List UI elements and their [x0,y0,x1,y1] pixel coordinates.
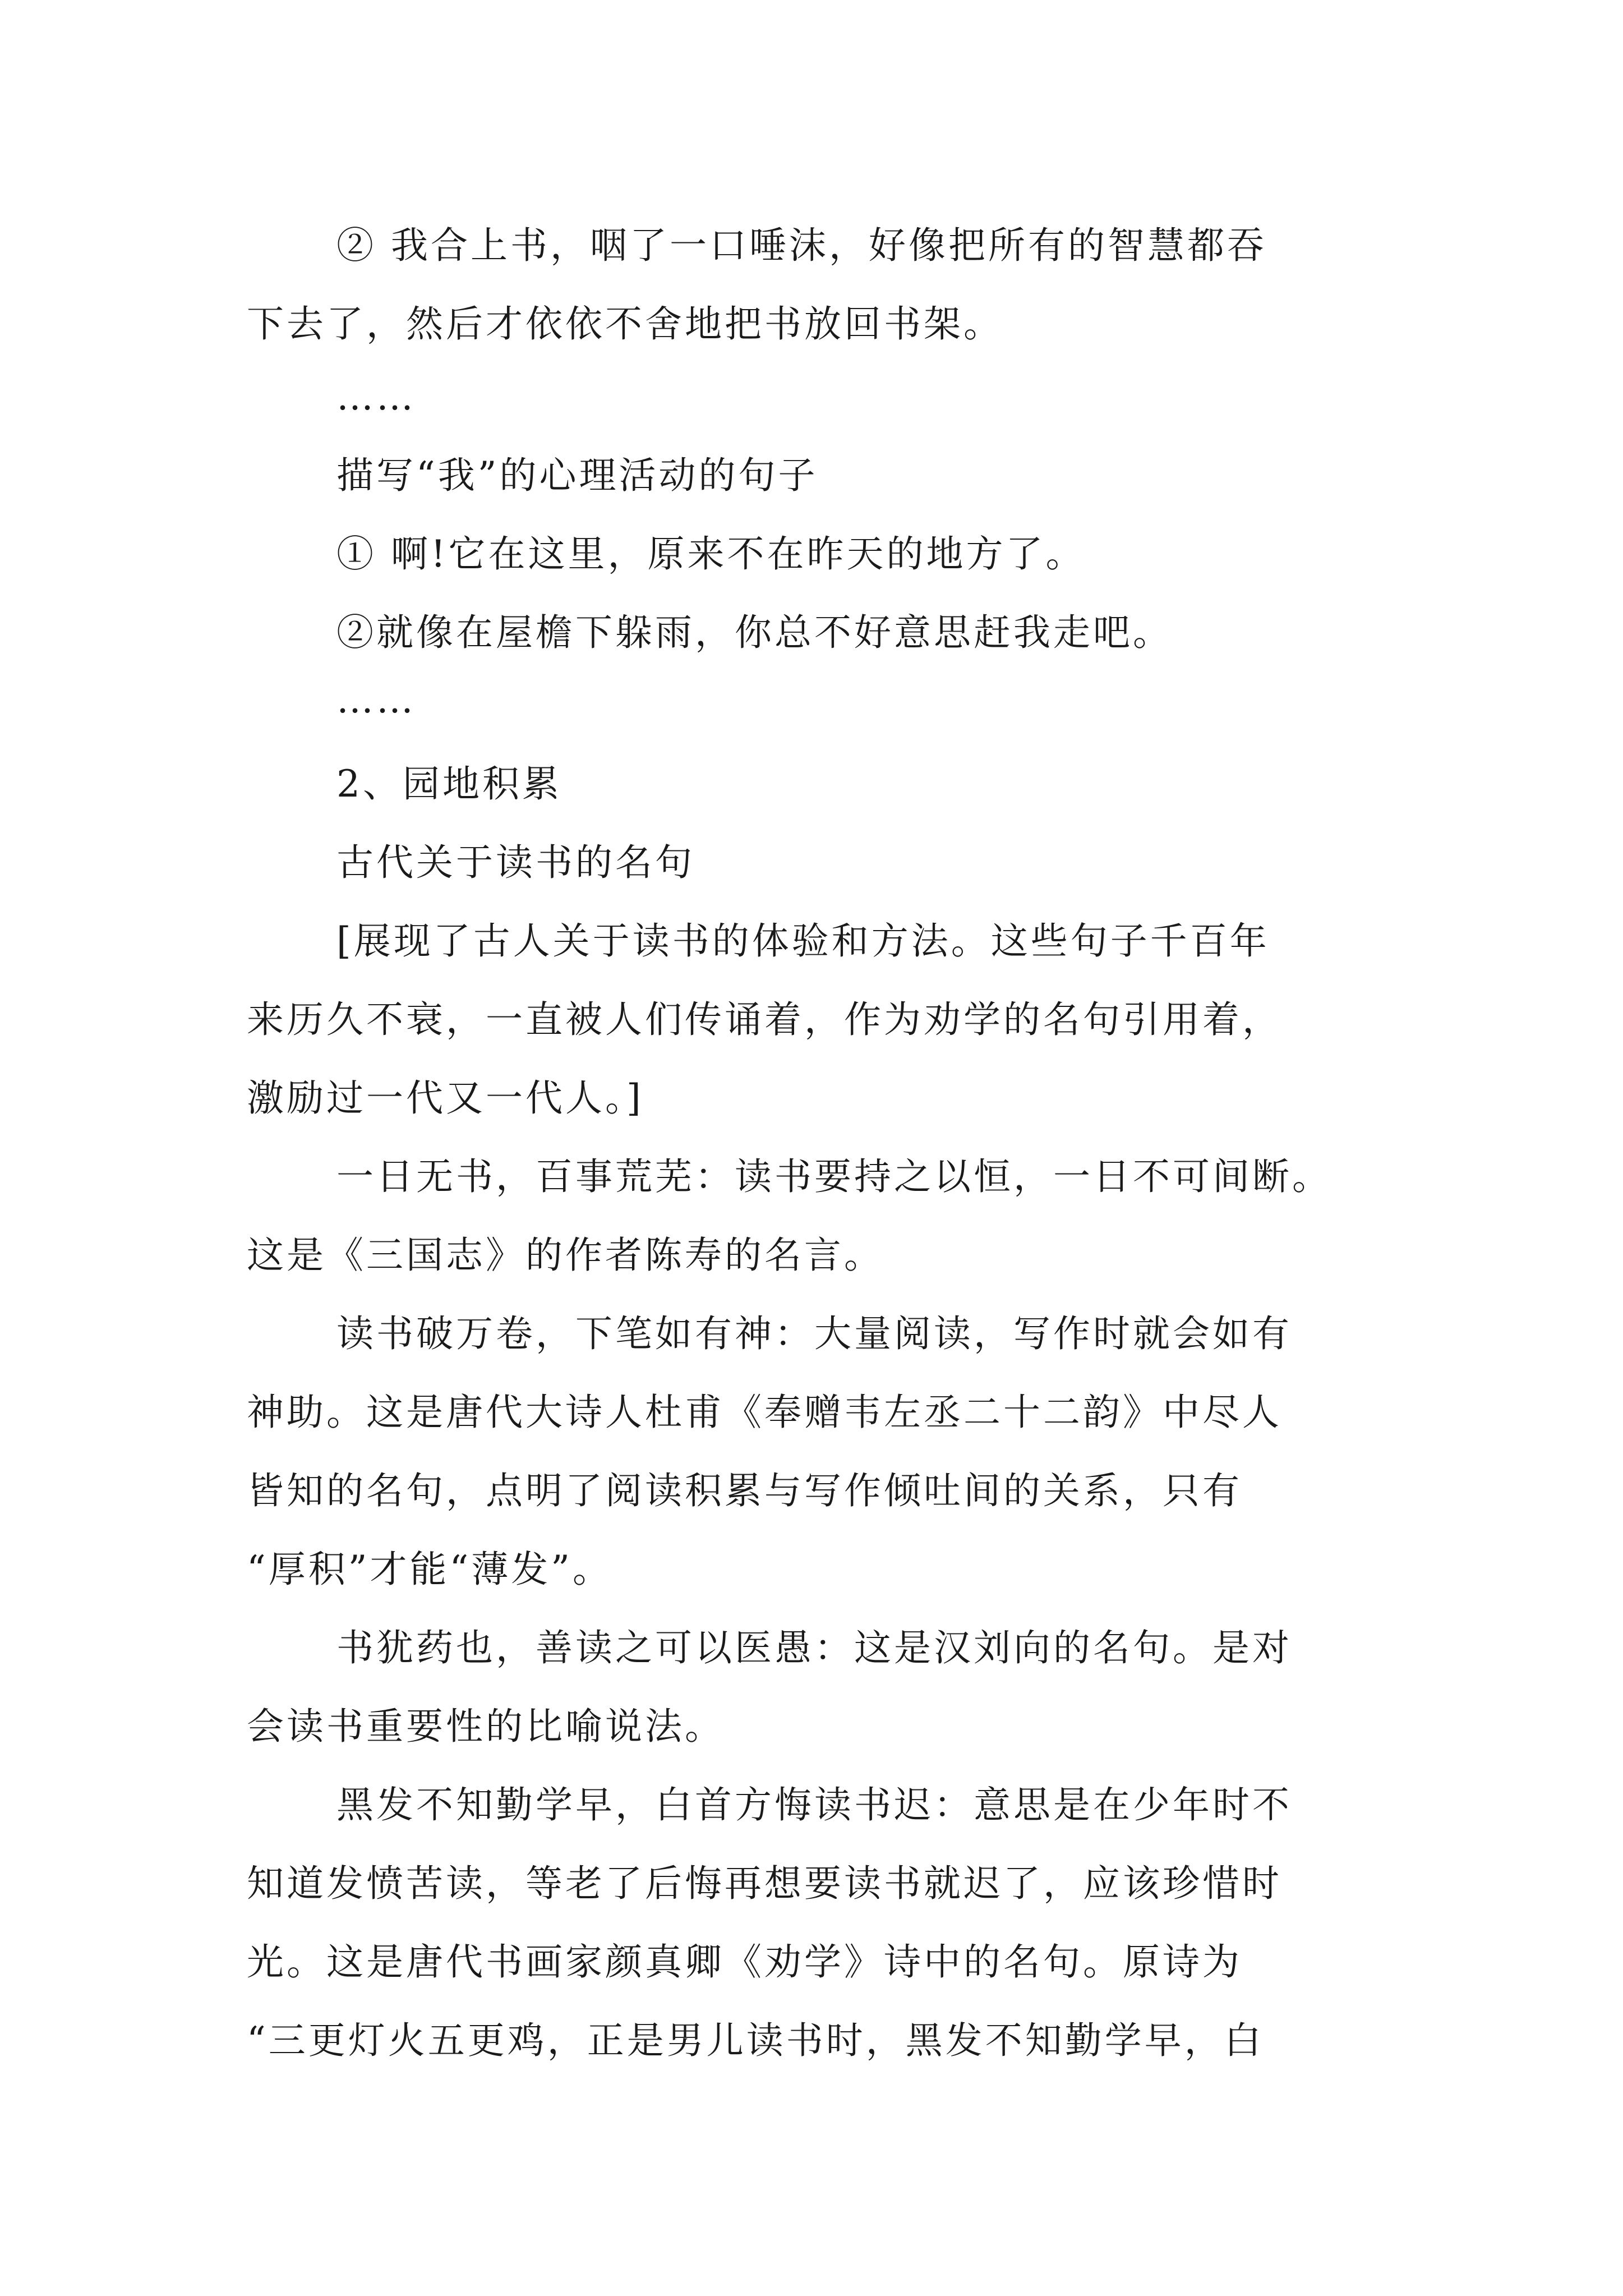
section-heading: 古代关于读书的名句 [336,841,695,884]
paragraph-line: 一日无书，百事荒芜：读书要持之以恒，一日不可间断。 [336,1155,1332,1198]
section-heading: 2、园地积累 [336,762,562,806]
ellipsis-line: …… [336,678,416,721]
paragraph-line: “三更灯火五更鸡，正是男儿读书时，黑发不知勤学早，白 [247,2019,1264,2062]
paragraph-line: 皆知的名句，点明了阅读积累与写作倾吐间的关系，只有 [247,1469,1242,1512]
paragraph-line: ② 我合上书，咽了一口唾沫，好像把所有的智慧都吞 [336,224,1267,267]
paragraph-line: [展现了古人关于读书的体验和方法。这些句子千百年 [336,919,1270,963]
section-heading: 描写“我”的心理活动的句子 [336,454,818,497]
paragraph-line: 读书破万卷，下笔如有神：大量阅读，写作时就会如有 [336,1312,1292,1355]
paragraph-line: 神助。这是唐代大诗人杜甫《奉赠韦左丞二十二韵》中尽人 [247,1391,1282,1434]
paragraph-line: 来历久不衰，一直被人们传诵着，作为劝学的名句引用着， [247,998,1282,1041]
paragraph-line: “厚积”才能“薄发”。 [247,1548,612,1591]
paragraph-line: 知道发愤苦读，等老了后悔再想要读书就迟了，应该珍惜时 [247,1862,1282,1905]
paragraph-line: 会读书重要性的比喻说法。 [247,1705,725,1748]
paragraph-line: 光。这是唐代书画家颜真卿《劝学》诗中的名句。原诗为 [247,1940,1242,1984]
paragraph-line: 激励过一代又一代人。] [247,1076,644,1120]
paragraph-line: ②就像在屋檐下躲雨，你总不好意思赶我走吧。 [336,611,1173,654]
paragraph-line: 这是《三国志》的作者陈寿的名言。 [247,1234,884,1277]
paragraph-line: 下去了，然后才依依不舍地把书放回书架。 [247,302,1003,346]
ellipsis-line: …… [336,375,416,418]
paragraph-line: ① 啊!它在这里，原来不在昨天的地方了。 [336,532,1086,576]
paragraph-line: 黑发不知勤学早，白首方悔读书迟：意思是在少年时不 [336,1783,1292,1826]
paragraph-line: 书犹药也，善读之可以医愚：这是汉刘向的名句。是对 [336,1626,1292,1669]
